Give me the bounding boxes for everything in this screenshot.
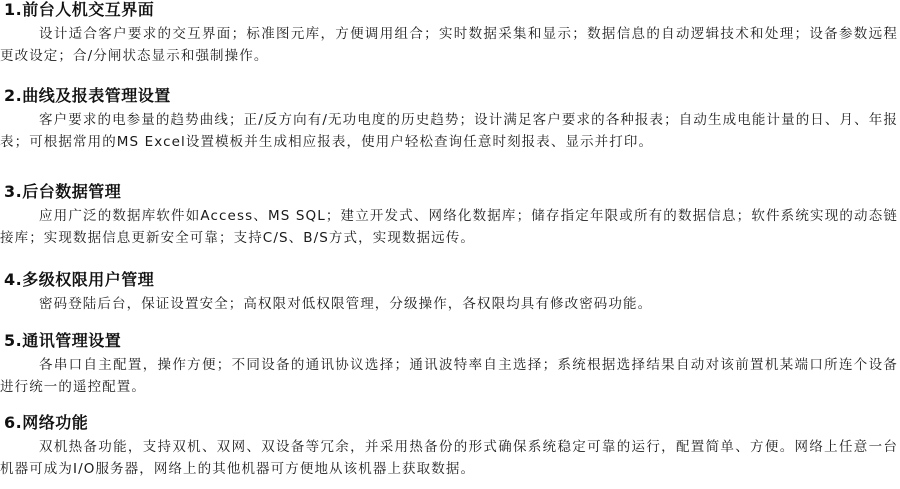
section-heading: 4.多级权限用户管理 <box>4 270 155 289</box>
section-paragraph: 设计适合客户要求的交互界面；标准图元库，方便调用组合；实时数据采集和显示；数据信息的自动逻辑技术和处理；设备参数远程更改设定；合/分闸状态显示和强制操作。 <box>0 26 898 64</box>
section-heading: 6.网络功能 <box>4 413 89 432</box>
section-paragraph: 各串口自主配置，操作方便；不同设备的通讯协议选择；通讯波特率自主选择；系统根据选择结果自动对该前置机某端口所连个设备进行统一的遥控配置。 <box>0 357 898 395</box>
section-paragraph: 密码登陆后台，保证设置安全；高权限对低权限管理，分级操作，各权限均具有修改密码功能。 <box>39 296 653 312</box>
section-heading: 2.曲线及报表管理设置 <box>4 86 171 105</box>
section-heading: 3.后台数据管理 <box>4 182 122 201</box>
section-paragraph: 应用广泛的数据库软件如Access、MS SQL；建立开发式、网络化数据库；储存指定年限或所有的数据信息；软件系统实现的动态链接库；实现数据信息更新安全可靠；支持C/S、B/S方式，实现数据远传。 <box>0 208 898 246</box>
section-heading: 5.通讯管理设置 <box>4 331 122 350</box>
section-heading: 1.前台人机交互界面 <box>4 0 155 19</box>
section-paragraph: 双机热备功能，支持双机、双网、双设备等冗余，并采用热备份的形式确保系统稳定可靠的运行，配置简单、方便。网络上任意一台机器可成为I/O服务器，网络上的其他机器可方便地从该机器上获取数据。 <box>0 439 898 477</box>
section-paragraph: 客户要求的电参量的趋势曲线；正/反方向有/无功电度的历史趋势；设计满足客户要求的各种报表；自动生成电能计量的日、月、年报表；可根据常用的MS Excel设置模板并生成相应报表，使用户轻松查询任意时刻报表、显示并打印。 <box>0 112 898 150</box>
